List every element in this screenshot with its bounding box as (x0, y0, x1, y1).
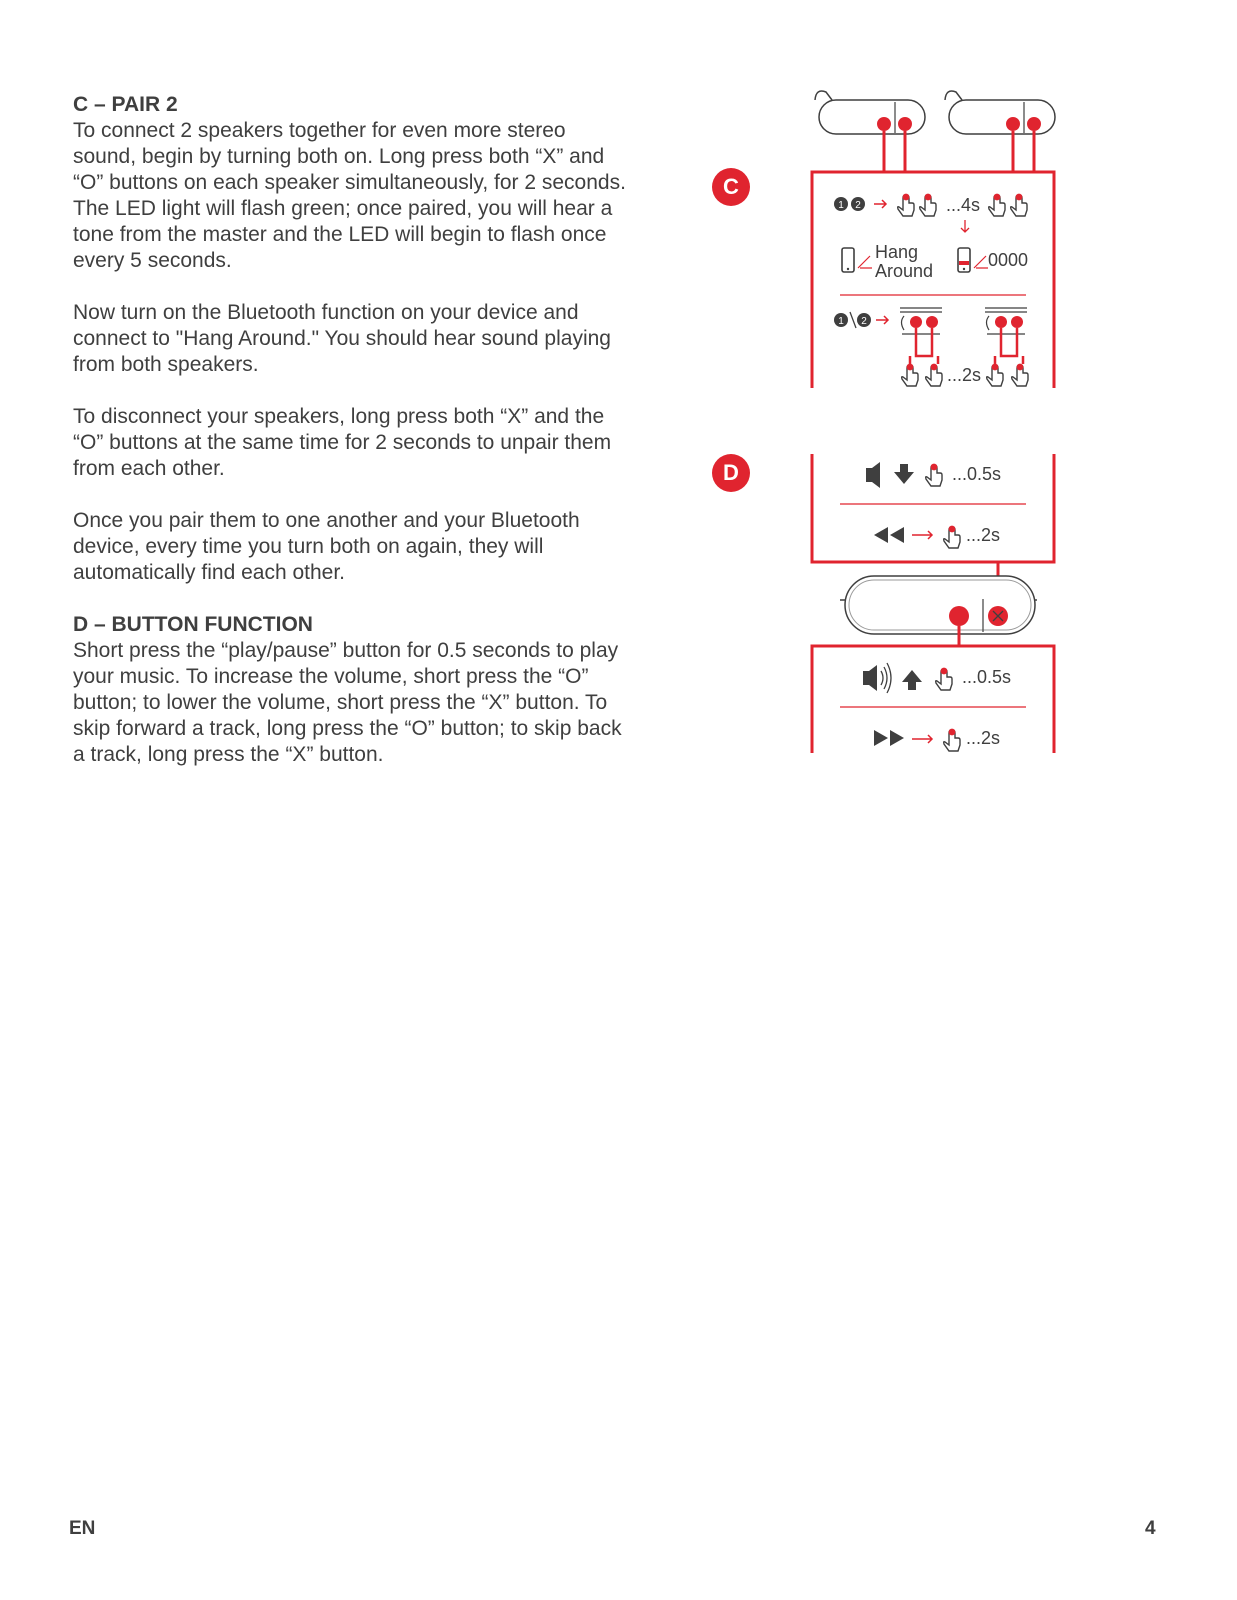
badge-d: D (712, 454, 750, 492)
arrow-up-icon (902, 670, 922, 690)
badge-c: C (712, 168, 750, 206)
hand-press-icon (989, 194, 1005, 216)
section-c-paragraph-3: To disconnect your speakers, long press both “X” and the “O” buttons at the same time for 2 seconds to unpair them from each other. (73, 405, 612, 480)
d-next-track (874, 728, 1000, 751)
num-2-icon: 2 (861, 316, 867, 327)
c-step-connect (842, 242, 1028, 281)
hand-press-icon (1011, 194, 1027, 216)
c-step-unpair (834, 308, 1028, 386)
d-next-time: ...2s (966, 728, 1001, 748)
section-c-paragraph-2: Now turn on the Bluetooth function on your device and connect to "Hang Around." You should hear sound playing from both speakers. (73, 301, 611, 376)
hand-press-icon (936, 668, 952, 690)
c-pin: 0000 (988, 250, 1029, 270)
section-c-paragraph-1: To connect 2 speakers together for even more stereo sound, begin by turning both on. Long press both “X” and “O” buttons on each speaker simultaneously, for 2 seconds. The LED light will flash green; once paired, you will hear a tone from the master and the LED will begin to flash once every 5 seconds. (73, 119, 626, 272)
speaker-right (945, 91, 1055, 134)
hand-press-icon (902, 364, 918, 386)
rewind-icon (874, 527, 904, 543)
d-volume-up (863, 663, 1011, 693)
page-number: 4 (1145, 1518, 1156, 1539)
hand-press-icon (944, 526, 960, 548)
speaker-loud-icon (863, 665, 877, 691)
hand-press-icon (898, 194, 914, 216)
phone-icon (958, 248, 970, 272)
hand-press-icon (944, 729, 960, 751)
footer-language: EN (69, 1518, 96, 1539)
section-d-heading: D – BUTTON FUNCTION (73, 613, 313, 636)
hand-press-icon (926, 464, 942, 486)
hand-press-icon (987, 364, 1003, 386)
phone-icon (842, 248, 854, 272)
d-previous-track (874, 525, 1000, 548)
speaker-volume-icon (866, 462, 880, 488)
c-device-name-line2: Around (875, 261, 934, 281)
c-device-name-line1: Hang (875, 242, 919, 262)
c-unpair-time: ...2s (947, 365, 982, 385)
section-c-heading: C – PAIR 2 (73, 93, 178, 116)
hand-press-icon (920, 194, 936, 216)
c-step-pair (834, 194, 1027, 232)
speaker-main (840, 576, 1037, 634)
num-1-icon: 1 (838, 316, 844, 327)
hand-press-icon (926, 364, 942, 386)
num-1-icon: 1 (838, 200, 844, 211)
d-prev-time: ...2s (966, 525, 1001, 545)
speaker-left (815, 91, 925, 134)
num-2-icon: 2 (855, 200, 861, 211)
section-c-paragraph-4: Once you pair them to one another and your Bluetooth device, every time you turn both on again, they will automatically find each other. (73, 509, 580, 584)
d-vol-down-time: ...0.5s (952, 464, 1002, 484)
section-d-bottom-box (812, 646, 1054, 753)
section-d-paragraph-1: Short press the “play/pause” button for 0.5 seconds to play your music. To increase the volume, short press the “O” button; to lower the volume, short press the “X” button. To skip forward a track, long press the “O” button; to skip back a track, long press the “X” button. (73, 639, 622, 766)
c-hold-time: ...4s (946, 195, 981, 215)
d-volume-down (866, 462, 1001, 488)
d-vol-up-time: ...0.5s (962, 667, 1012, 687)
arrow-down-icon (894, 464, 914, 484)
fast-forward-icon (874, 730, 904, 746)
hand-press-icon (1012, 364, 1028, 386)
